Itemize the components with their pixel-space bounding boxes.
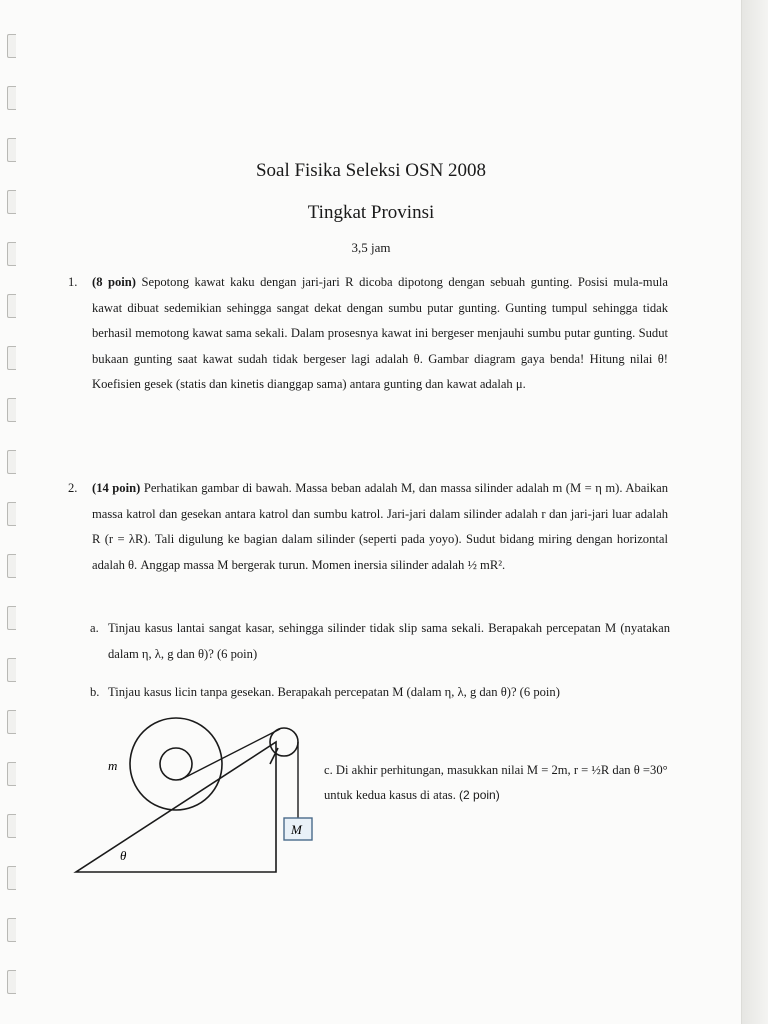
document-subtitle: Tingkat Provinsi xyxy=(307,202,435,223)
binder-hole xyxy=(7,658,16,682)
binder-hole xyxy=(7,450,16,474)
binder-hole xyxy=(7,970,16,994)
question-1-number: 1. xyxy=(68,275,78,289)
binder-hole xyxy=(7,866,16,890)
question-2-text: Perhatikan gambar di bawah. Massa beban adalah M, dan massa silinder adalah m (M = η m). Abaikan massa katrol dan gesekan antara katrol dan sumbu katrol. Jari-jari dalam silinder adalah r dan jari-jari luar adalah R (r = λR). Tali digulung ke bagian dalam silinder (seperti pada yoyo). Sudut bidang miring dengan horizontal adalah θ. Anggap massa M bergerak turun. Momen inersia silinder adalah ½ mR². xyxy=(92,481,669,572)
cylinder-mass-label: m xyxy=(108,758,118,773)
binder-hole xyxy=(7,918,16,942)
question-1-text: Sepotong kawat kaku dengan jari-jari R dicoba dipotong dengan sebuah gunting. Posisi mula-mula kawat dibuat sedemikian sehingga sangat dekat dengan sumbu putar gunting. Gunting tumpul sehingga tidak berhasil memotong kawat sama sekali. Dalam prosesnya kawat ini bergeser menjauhi sumbu putar gunting. Sudut bukaan gunting saat kawat sudah tidak bergeser lagi adalah θ. Gambar diagram gaya benda! Hitung nilai θ! Koefisien gesek (statis dan kinetis dianggap sama) antara gunting dan kawat adalah μ. xyxy=(92,275,668,391)
question-2c-points: (2 poin) xyxy=(459,788,500,802)
question-2c-text: c. Di akhir perhitungan, masukkan nilai M = 2m, r = ½R dan θ =30° untuk kedua kasus di atas. xyxy=(324,763,668,802)
incline-plane xyxy=(76,742,276,872)
angle-label: θ xyxy=(120,848,127,863)
question-2-number: 2. xyxy=(68,481,78,495)
question-2b-text: Tinjau kasus licin tanpa gesekan. Berapakah percepatan M (dalam η, λ, g dan θ)? (6 poin) xyxy=(108,685,560,699)
binder-hole xyxy=(7,138,16,162)
binder-hole xyxy=(7,502,16,526)
question-2a-label: a. xyxy=(90,621,99,635)
binder-hole xyxy=(7,34,16,58)
binder-hole xyxy=(7,762,16,786)
question-2a-text: Tinjau kasus lantai sangat kasar, sehingga silinder tidak slip sama sekali. Berapakah percepatan M (nyatakan dalam η, λ, g dan θ)? (6 poin) xyxy=(108,621,670,661)
binder-hole xyxy=(7,294,16,318)
mass-label: M xyxy=(291,822,302,837)
cylinder-inner xyxy=(160,748,192,780)
page-edge xyxy=(741,0,768,1024)
binder-hole xyxy=(7,554,16,578)
question-2a xyxy=(90,616,670,667)
incline-pulley-diagram xyxy=(66,710,326,880)
binder-hole xyxy=(7,814,16,838)
question-2b xyxy=(90,680,670,706)
binder-hole xyxy=(7,606,16,630)
question-1 xyxy=(68,270,668,398)
question-1-points: (8 poin) xyxy=(92,275,136,289)
cylinder-outer xyxy=(130,718,222,810)
binder-hole xyxy=(7,86,16,110)
binder-hole xyxy=(7,398,16,422)
question-2b-label: b. xyxy=(90,685,100,699)
question-2-points: (14 poin) xyxy=(92,481,141,495)
binder-hole xyxy=(7,710,16,734)
exam-duration: 3,5 jam xyxy=(351,240,391,255)
question-2c xyxy=(324,758,674,808)
question-2 xyxy=(68,476,668,578)
document-title: Soal Fisika Seleksi OSN 2008 xyxy=(255,160,487,181)
binder-hole xyxy=(7,346,16,370)
